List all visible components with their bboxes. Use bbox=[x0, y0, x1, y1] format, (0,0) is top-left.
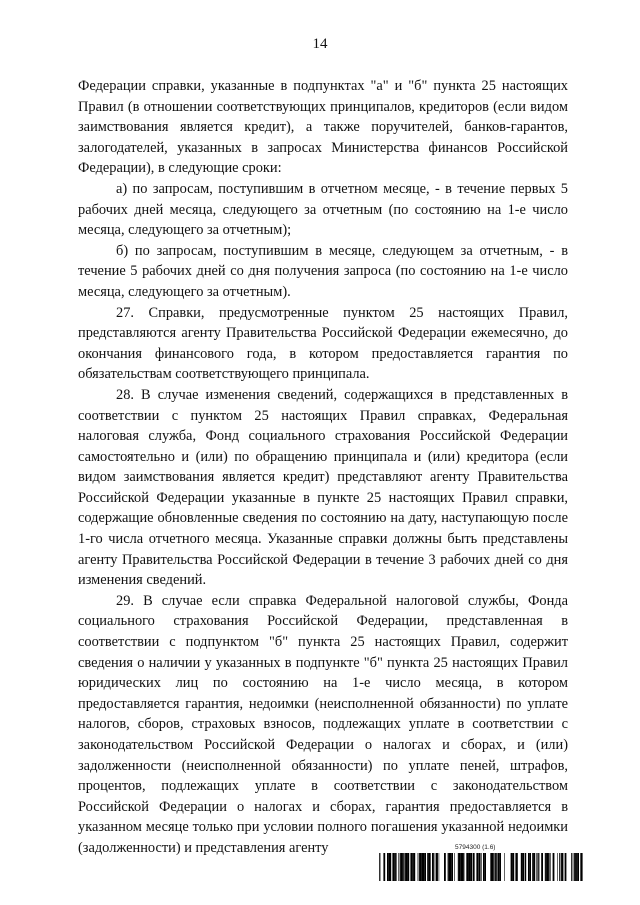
document-body bbox=[78, 76, 568, 859]
paragraph-27: 27. Справки, предусмотренные пунктом 25 настоящих Правил, представляются агенту Правительства Российской Федерации ежемесячно, до окончания финансового года, в котором предоставляется гарантия по обязательствам соответствующего принципала. bbox=[78, 304, 568, 383]
paragraph-subitem-a: а) по запросам, поступившим в отчетном месяце, - в течение первых 5 рабочих дней месяца, следующего за отчетным (по состоянию на 1-е число месяца, следующего за отчетным); bbox=[78, 180, 568, 239]
paragraph-28: 28. В случае изменения сведений, содержащихся в представленных в соответствии с пунктом 25 настоящих Правил справках, Федеральная налоговая служба, Фонд социального страхования Российской Федерации самостоятельно и (или) по обращению принципала и (или) кредитора (если видом заимствования является кредит) представляют агенту Правительства Российской Федерации указанные в пункте 25 настоящих Правил справки, содержащие обновленные сведения по состоянию на дату, наступающую после 1-го числа отчетного месяца. Указанные справки должны быть представлены агенту Правительства Российской Федерации в течение 3 рабочих дней со дня изменения сведений. bbox=[78, 386, 568, 589]
barcode-icon bbox=[375, 853, 585, 881]
paragraph-continuation: Федерации справки, указанные в подпунктах "а" и "б" пункта 25 настоящих Правил (в отношении соответствующих принципалов, кредиторов (если видом заимствования является кредит), а также поручителей, банков-гарантов, залогодателей, указанных в запросах Министерства финансов Российской Федерации), в следующие сроки: bbox=[78, 78, 568, 177]
paragraph-29: 29. В случае если справка Федеральной налоговой службы, Фонда социального страхования Российской Федерации, представленная в соответствии с подпунктом "б" пункта 25 настоящих Правил, содержит сведения о наличии у указанных в подпункте "б" пункта 25 настоящих Правил юридических лиц по состоянию на 1-е число месяца, в котором предоставляется гарантия, недоимки (неисполненной обязанности) по уплате налогов, сборов, страховых взносов, подлежащих уплате в соответствии с законодательством Российской Федерации о налогах и сборах, и (или) задолженности (неисполненной обязанности) по уплате пеней, штрафов, процентов, подлежащих уплате в соответствии с законодательством Российской Федерации о налогах и сборах, гарантия предоставляется в указанном месяце только при условии полного погашения указанной недоимки (задолженности) и представления агенту bbox=[78, 592, 568, 856]
page-number: 14 bbox=[312, 36, 328, 52]
barcode-id: 5794300 (1.6) bbox=[455, 844, 496, 851]
paragraph-subitem-b: б) по запросам, поступившим в месяце, следующем за отчетным, - в течение 5 рабочих дней со дня получения запроса (по состоянию на 1-е число месяца, следующего за отчетным). bbox=[78, 242, 568, 300]
